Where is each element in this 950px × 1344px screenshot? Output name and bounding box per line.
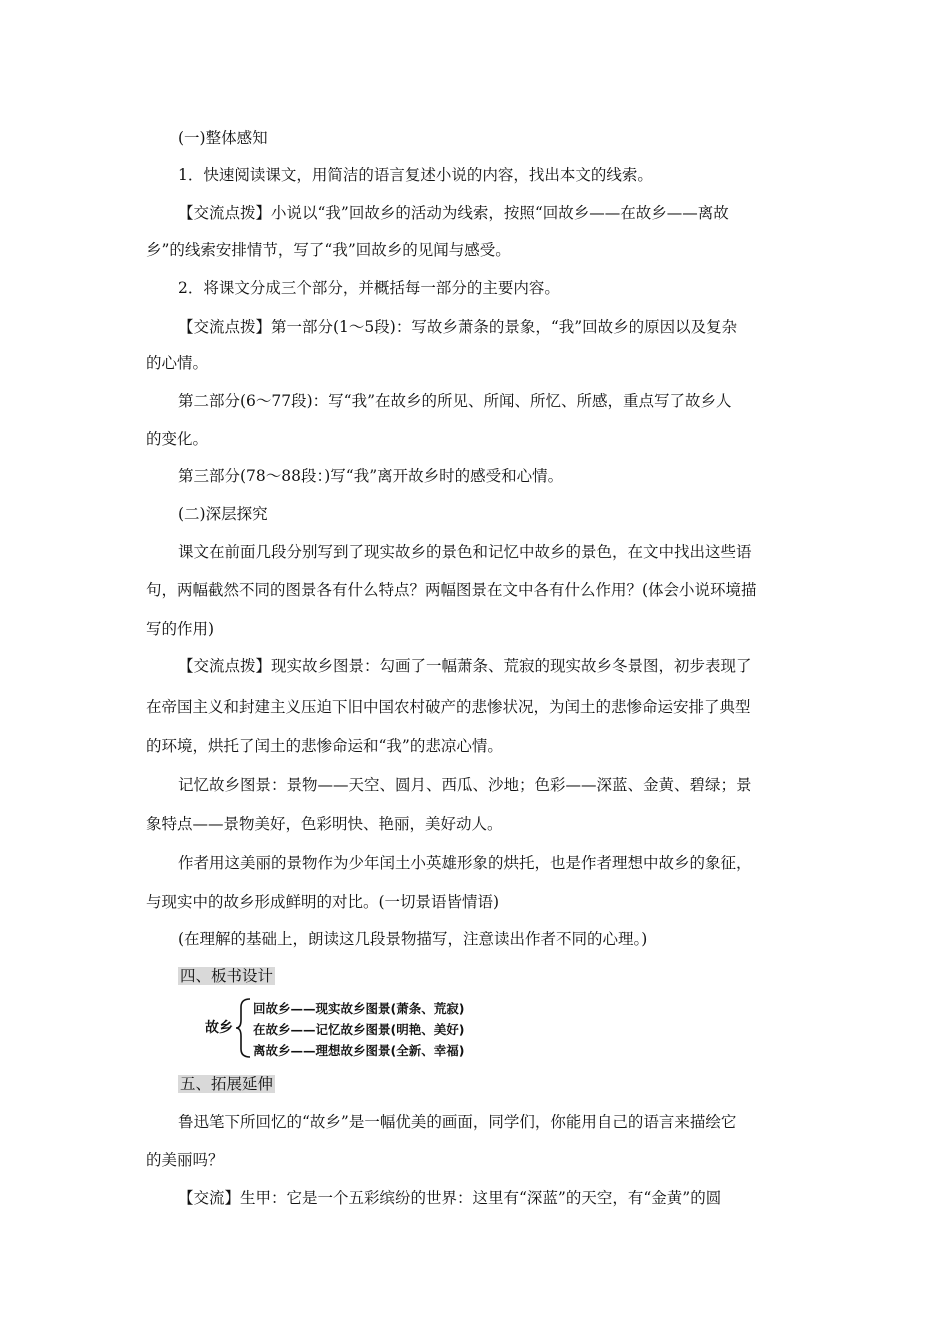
section-heading [178, 966, 275, 986]
paragraph-line: 鲁迅笔下所回忆的“故乡”是一幅优美的画面，同学们，你能用自己的语言来描绘它 [178, 1113, 737, 1131]
paragraph-line: 的美丽吗？ [146, 1151, 224, 1169]
paragraph-line: 作者用这美丽的景物作为少年闰土小英雄形象的烘托，也是作者理想中故乡的象征， [178, 854, 752, 872]
paragraph-line: 的环境，烘托了闰土的悲惨命运和“我”的悲凉心情。 [146, 737, 503, 755]
paragraph-line: 写的作用) [146, 620, 215, 638]
paragraph-line: 句，两幅截然不同的图景各有什么特点？两幅图景在文中各有什么作用？(体会小说环境描 [146, 581, 757, 599]
paragraph-line: 2．将课文分成三个部分，并概括每一部分的主要内容。 [178, 279, 560, 297]
brace-icon [235, 998, 253, 1058]
paragraph-line: 在帝国主义和封建主义压迫下旧中国农村破产的悲惨状况，为闰土的悲惨命运安排了典型 [146, 698, 751, 716]
board-row: 离故乡——理想故乡图景(全新、幸福) [253, 1043, 465, 1058]
paragraph-line: (在理解的基础上，朗读这几段景物描写，注意读出作者不同的心理。) [178, 930, 648, 948]
paragraph-line: 【交流点拨】小说以“我”回故乡的活动为线索，按照“回故乡——在故乡——离故 [178, 204, 729, 222]
paragraph-line: 【交流点拨】第一部分(1～5段)：写故乡萧条的景象，“我”回故乡的原因以及复杂 [178, 318, 738, 336]
highlighted-heading: 五、拓展延伸 [180, 1075, 274, 1093]
section-heading: (二)深层探究 [178, 505, 268, 523]
highlighted-heading: 四、板书设计 [180, 967, 274, 985]
paragraph-line: 【交流】生甲：它是一个五彩缤纷的世界：这里有“深蓝”的天空，有“金黄”的圆 [178, 1189, 722, 1207]
paragraph-line: 第二部分(6～77段)：写“我”在故乡的所见、所闻、所忆、所感，重点写了故乡人 [178, 392, 732, 410]
paragraph-line: 象特点——景物美好，色彩明快、艳丽，美好动人。 [146, 815, 503, 833]
paragraph-line: 课文在前面几段分别写到了现实故乡的景色和记忆中故乡的景色，在文中找出这些语 [178, 543, 752, 561]
paragraph-line: 与现实中的故乡形成鲜明的对比。(一切景语皆情语) [146, 893, 500, 911]
blackboard-design [205, 996, 495, 1060]
board-center-label: 故乡 [205, 1020, 233, 1036]
section-heading [178, 1074, 275, 1094]
paragraph-line: 第三部分(78～88段：)写“我”离开故乡时的感受和心情。 [178, 467, 564, 485]
paragraph-line: 的变化。 [146, 430, 209, 448]
board-row: 在故乡——记忆故乡图景(明艳、美好) [253, 1022, 465, 1037]
paragraph-line: 【交流点拨】现实故乡图景：勾画了一幅萧条、荒寂的现实故乡冬景图，初步表现了 [178, 657, 752, 675]
paragraph-line: 1．快速阅读课文，用简洁的语言复述小说的内容，找出本文的线索。 [178, 166, 653, 184]
paragraph-line: 记忆故乡图景：景物——天空、圆月、西瓜、沙地；色彩——深蓝、金黄、碧绿；景 [178, 776, 752, 794]
section-heading: (一)整体感知 [178, 129, 268, 147]
board-row: 回故乡——现实故乡图景(萧条、荒寂) [253, 1001, 465, 1016]
paragraph-line: 的心情。 [146, 354, 209, 372]
paragraph-line: 乡”的线索安排情节，写了“我”回故乡的见闻与感受。 [146, 241, 511, 259]
